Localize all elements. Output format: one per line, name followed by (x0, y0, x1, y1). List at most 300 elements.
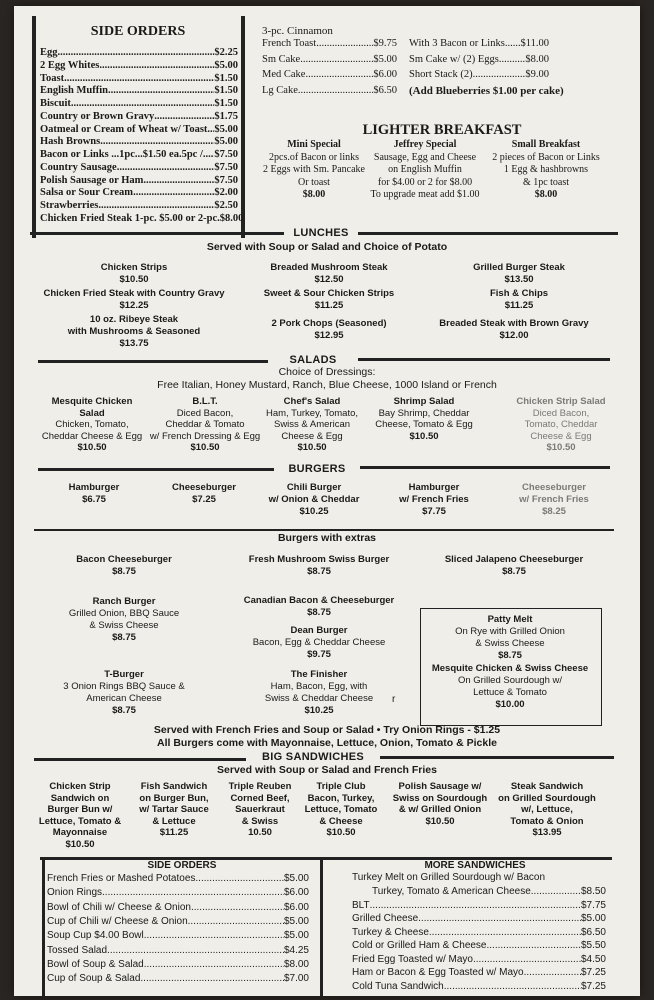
menu-row (47, 887, 309, 899)
menu-row (40, 162, 238, 174)
item-price: $5.00 (283, 915, 309, 927)
special-line: Or toast (298, 176, 330, 188)
salad-line: Cheddar Cheese & Egg (41, 430, 143, 442)
item-price: $11.25 (314, 300, 344, 311)
sandwich-line: Steak Sandwich (510, 781, 584, 792)
salad-line: Cheese, Tomato & Egg (375, 419, 473, 430)
item-name: Chicken Strips (100, 262, 168, 273)
item-price: $8.75 (112, 632, 136, 643)
item-price: $10.50 (326, 827, 356, 838)
big-sandwich-item (126, 781, 222, 839)
item-name: Sm Cake (262, 53, 301, 65)
item-price: $1.75 (214, 110, 238, 122)
leader-dots (154, 111, 214, 123)
bottom-left-border (42, 857, 45, 996)
item-price: $7.75 (422, 506, 446, 517)
sandwich-line: Triple Club (316, 781, 366, 792)
item-name: Cup of Chili w/ Cheese & Onion (47, 915, 188, 927)
item-name: Dean Burger (290, 625, 348, 636)
item-price: $1.50 (214, 98, 238, 109)
leader-dots (144, 930, 284, 942)
item-price: $5.00 (283, 873, 309, 884)
special-line: 1 Egg & hashbrowns (503, 164, 589, 175)
leader-dots (531, 886, 581, 898)
item-price: $8.00 (219, 212, 244, 224)
menu-row (409, 69, 549, 81)
burger-extra-tburger (44, 669, 204, 717)
item-name: Bowl of Chili w/ Cheese & Onion (47, 901, 191, 913)
item-name: BLT (352, 899, 370, 911)
leader-dots (58, 47, 215, 59)
big-sandwich-item (492, 781, 602, 839)
menu-row (40, 187, 238, 199)
item-price: $10.50 (409, 430, 439, 442)
item-price: $6.00 (283, 887, 309, 899)
item-desc: Swiss & Cheddar Cheese (264, 693, 374, 704)
item-price: $6.00 (283, 901, 309, 913)
item-price: $6.50 (580, 926, 606, 938)
special-mini (254, 139, 374, 202)
item-price: $5.00 (373, 53, 397, 65)
lighter-breakfast-title: LIGHTER BREAKFAST (362, 122, 522, 138)
sandwich-line: w/ Tartar Sauce (139, 804, 209, 815)
lunch-item (54, 262, 214, 286)
item-name: T-Burger (104, 669, 144, 680)
item-price: $10.50 (65, 838, 95, 850)
burger-item (374, 482, 494, 518)
salad-line: B.L.T. (192, 396, 218, 407)
menu-row (47, 916, 309, 928)
big-sandwich-item (32, 781, 128, 850)
leader-dots (195, 873, 284, 885)
bottom-divider (320, 857, 323, 996)
item-name: English Muffin (40, 85, 108, 97)
item-price: $12.50 (314, 274, 344, 285)
burger-extra-bacon_cheeseburger (54, 554, 194, 578)
menu-row (262, 38, 397, 50)
item-name: Oatmeal or Cream of Wheat w/ Toast (40, 123, 208, 135)
item-price: $9.00 (525, 69, 549, 80)
leader-dots (473, 69, 526, 81)
item-name: 10 oz. Ribeye Steak (89, 314, 179, 325)
item-price: $7.75 (580, 899, 606, 911)
salad-line: Swiss & American (273, 419, 351, 430)
item-name: Mesquite Chicken & Swiss Cheese (431, 663, 589, 674)
sandwich-line: & Swiss (241, 815, 279, 827)
item-price: $4.50 (580, 953, 606, 965)
item-name-2: with Mushrooms & Seasoned (67, 326, 201, 337)
sandwich-line: Bacon, Turkey, (307, 792, 375, 804)
stray-mark: r (392, 694, 396, 705)
item-price: $7.00 (283, 973, 309, 985)
salad-line: Chicken Strip Salad (516, 396, 606, 407)
item-name: Chicken Fried Steak 1-pc. $5.00 or 2-pc. (40, 212, 220, 224)
item-price: $10.00 (495, 699, 525, 710)
salad-line: Cheese & Egg (281, 430, 343, 442)
item-name: Sliced Jalapeno Cheeseburger (444, 554, 584, 565)
burger-extra-fresh_mushroom (224, 554, 414, 578)
menu-row (40, 200, 238, 212)
leader-dots (203, 149, 215, 161)
sandwich-line: Lettuce, Tomato (304, 804, 378, 815)
item-name: Med Cake (262, 69, 306, 80)
lunch-item (434, 262, 604, 286)
menu-row (352, 927, 606, 939)
item-price: $8.75 (112, 566, 136, 577)
item-name: Bowl of Soup & Salad (47, 958, 144, 970)
special-jeffrey (360, 139, 490, 202)
item-desc: On Grilled Sourdough w/ (457, 675, 563, 686)
big-sandwich-item (218, 781, 302, 839)
burger-line: Cheeseburger (172, 482, 236, 493)
burgers-rule-right (360, 466, 610, 469)
item-price: $11.00 (520, 38, 549, 49)
salad-line: Ham, Turkey, Tomato, (265, 407, 359, 419)
burger-item (44, 482, 144, 506)
salad-line: Chicken, Tomato, (55, 419, 129, 430)
salad-line: Diced Bacon, (176, 407, 234, 419)
side-orders-left-border (32, 16, 36, 238)
item-price: $4.25 (283, 944, 309, 956)
item-price: $5.00 (214, 59, 238, 71)
item-price: $5.00 (214, 123, 238, 135)
item-price: $13.50 (504, 274, 534, 285)
item-price: $13.95 (532, 827, 562, 838)
salad-line: Cheddar & Tomato (165, 419, 245, 430)
special-line: 2 Eggs with Sm. Pancake (263, 164, 365, 175)
item-price: $8.00 (283, 958, 309, 970)
item-name: French Fries or Mashed Potatoes (47, 873, 196, 884)
sandwich-line: Fish Sandwich (140, 781, 208, 792)
item-name: Fresh Mushroom Swiss Burger (248, 554, 390, 565)
item-price: $13.75 (119, 338, 149, 349)
menu-row (40, 98, 238, 110)
big-sandwiches-subtitle: Served with Soup or Salad and French Fries (217, 764, 437, 776)
burgers-extras-rule (34, 529, 614, 531)
burger-line: Hamburger (68, 482, 120, 493)
sandwich-line: Mayonnaise (52, 827, 108, 838)
salad-item (146, 396, 264, 454)
salad-line: Mesquite Chicken (51, 396, 133, 407)
lunch-item (34, 288, 234, 312)
big-sandwich-item (386, 781, 494, 827)
lunch-item (234, 262, 424, 286)
menu-row (372, 886, 606, 898)
menu-row (40, 47, 238, 59)
item-price: $12.00 (499, 330, 529, 341)
item-price: $5.50 (580, 940, 606, 951)
menu-row (262, 85, 397, 97)
sandwich-line: w/, Lettuce, (521, 804, 573, 815)
salad-line: Shrimp Salad (393, 396, 455, 407)
burgers-note-2: All Burgers come with Mayonnaise, Lettuce, Onion, Tomato & Pickle (157, 737, 497, 749)
sandwich-line: Swiss on Sourdough (392, 792, 488, 804)
item-price: $6.75 (82, 494, 106, 505)
menu-row (47, 873, 309, 885)
item-name: Ham or Bacon & Egg Toasted w/ Mayo (352, 967, 524, 978)
item-name: Soup Cup $4.00 Bowl (47, 930, 144, 942)
item-desc: & Swiss Cheese (475, 638, 545, 649)
salads-rule-right (358, 358, 610, 361)
leader-dots (64, 73, 214, 85)
menu-row (40, 85, 238, 97)
dressings-list: Free Italian, Honey Mustard, Ranch, Blue Cheese, 1000 Island or French (157, 379, 497, 391)
burger-line: Chili Burger (286, 482, 342, 493)
special-line: 2pcs.of Bacon or links (269, 151, 359, 163)
item-price: $6.00 (373, 69, 397, 80)
leader-dots (298, 85, 374, 97)
leader-dots (418, 913, 581, 925)
item-price: 10.50 (248, 827, 272, 838)
side-orders-right-border (241, 16, 245, 238)
item-price: $7.50 (214, 161, 238, 173)
item-desc: Lettuce & Tomato (473, 687, 547, 698)
salad-line: w/ French Dressing & Egg (149, 430, 261, 442)
sandwich-line: & Cheese (319, 815, 363, 827)
lunch-item (434, 288, 604, 312)
special-line: Sausage, Egg and Cheese (373, 151, 477, 163)
item-price: $8.75 (307, 607, 331, 618)
leader-dots (102, 887, 284, 899)
item-name: Country Sausage (40, 161, 117, 173)
leader-dots (133, 187, 214, 199)
special-title: Mini Special (287, 139, 341, 150)
special-title: Small Breakfast (511, 139, 581, 150)
item-desc: American Cheese (86, 693, 162, 704)
item-desc: Bacon, Egg & Cheddar Cheese (252, 637, 386, 648)
special-small (480, 139, 612, 202)
menu-row (40, 175, 238, 187)
item-name: Grilled Burger Steak (473, 262, 565, 273)
burger-line: w/ French Fries (399, 494, 469, 505)
item-name: Biscuit (40, 98, 71, 109)
item-desc: Grilled Onion, BBQ Sauce (68, 608, 180, 619)
salad-line: Tomato, Cheddar (524, 419, 598, 430)
leader-dots (71, 98, 214, 110)
burger-item (154, 482, 254, 506)
salad-item (36, 396, 148, 454)
salad-line: Chef's Salad (283, 396, 341, 407)
item-price: $9.75 (307, 649, 331, 660)
leader-dots (140, 973, 284, 985)
sandwich-line: & w/ Grilled Onion (398, 804, 482, 815)
burger-extra-dean (224, 625, 414, 661)
item-name: Egg (40, 47, 58, 58)
menu-row (47, 945, 309, 957)
special-line: on English Muffin (388, 164, 462, 175)
leader-dots (191, 902, 284, 914)
item-name: Grilled Cheese (352, 913, 419, 924)
side-orders-bottom-title: SIDE ORDERS (147, 860, 217, 871)
leader-dots (100, 136, 214, 148)
item-price: $7.50 (214, 149, 238, 160)
item-name: Patty Melt (487, 614, 533, 625)
lunches-rule-right (358, 232, 618, 235)
item-name: 2 Egg Whites (40, 59, 100, 71)
burger-extra-patty_melt (422, 614, 598, 662)
item-name: Turkey, Tomato & American Cheese (372, 886, 531, 897)
menu-row (409, 38, 549, 50)
leader-dots (524, 967, 581, 979)
burger-extra-jalapeno (424, 554, 604, 578)
item-name: French Toast (262, 38, 317, 49)
salad-line: Cheese & Egg (530, 430, 592, 442)
item-name: The Finisher (290, 669, 348, 680)
leader-dots (300, 54, 373, 66)
menu-row (352, 967, 606, 979)
item-name: Polish Sausage or Ham (40, 174, 144, 186)
lunch-item (54, 314, 214, 350)
item-price: $6.50 (373, 84, 397, 96)
sandwich-line: Sandwich on (50, 792, 110, 804)
sandwich-line: Chicken Strip (49, 781, 111, 792)
item-price: $11.25 (504, 300, 534, 311)
sandwich-line: Lettuce, Tomato & (38, 815, 122, 827)
item-price: $2.25 (214, 47, 238, 58)
burgers-extras-title: Burgers with extras (277, 532, 377, 544)
item-price: $5.00 (214, 136, 238, 148)
leader-dots (305, 69, 373, 81)
item-name: 2 Pork Chops (Seasoned) (271, 318, 387, 329)
item-desc: Ham, Bacon, Egg, with (270, 681, 368, 692)
lunches-subtitle: Served with Soup or Salad and Choice of Potato (206, 241, 448, 253)
item-price: $7.25 (580, 980, 606, 992)
item-price: $8.75 (498, 650, 522, 661)
sandwich-line: Polish Sausage w/ (398, 781, 482, 792)
special-line: To upgrade meat add $1.00 (370, 189, 480, 200)
leader-dots (429, 927, 581, 939)
item-price: $10.50 (119, 274, 149, 285)
leader-dots (316, 38, 373, 50)
leader-dots (487, 940, 581, 952)
burger-item (254, 482, 374, 518)
salad-line: Bay Shrimp, Cheddar (378, 407, 470, 419)
burgers-title: BURGERS (288, 463, 346, 475)
side-orders-title: SIDE ORDERS (90, 24, 186, 39)
item-price: $12.95 (314, 330, 344, 341)
item-price: $1.50 (214, 85, 238, 97)
item-name: Fish & Chips (489, 288, 549, 299)
menu-page (14, 6, 640, 996)
special-line: 2 pieces of Bacon or Links (492, 151, 600, 163)
menu-row (47, 973, 309, 985)
sandwich-line: Sauerkraut (235, 804, 285, 815)
item-price: $7.25 (192, 494, 216, 505)
item-price: $10.25 (304, 705, 334, 716)
item-name: Breaded Steak with Brown Gravy (439, 318, 589, 329)
burger-extra-canadian (224, 595, 414, 619)
item-price: $10.50 (425, 815, 455, 827)
burger-item (494, 482, 614, 518)
item-desc: On Rye with Grilled Onion (455, 626, 565, 637)
menu-row (40, 136, 238, 148)
blueberries-note: (Add Blueberries $1.00 per cake) (409, 85, 564, 97)
special-line: $8.00 (534, 189, 558, 200)
item-name: Lg Cake (262, 84, 298, 96)
menu-row (47, 959, 309, 971)
lunches-title: LUNCHES (293, 227, 349, 239)
lunch-item (234, 318, 424, 342)
cinnamon-label: 3-pc. Cinnamon (262, 25, 333, 37)
burger-line: w/ French Fries (519, 494, 589, 505)
salad-item (364, 396, 484, 442)
leader-dots (108, 85, 214, 97)
sandwich-line: & Lettuce (152, 815, 196, 827)
special-line: for $4.00 or 2 for $8.00 (377, 176, 473, 188)
big-sandwiches-rule-right (380, 756, 614, 759)
special-title: Jeffrey Special (393, 139, 457, 150)
burger-line: Cheeseburger (522, 482, 586, 493)
menu-row (40, 212, 244, 225)
item-price: $11.25 (159, 827, 189, 838)
item-name: Short Stack (2) (409, 69, 473, 80)
sandwich-line: Triple Reuben (228, 781, 292, 792)
menu-row (40, 149, 238, 161)
sandwich-line: on Grilled Sourdough (498, 792, 596, 804)
leader-dots (444, 981, 581, 993)
leader-dots (98, 200, 214, 212)
item-price: $10.50 (297, 442, 327, 453)
item-name: Cup of Soup & Salad (47, 973, 141, 985)
item-price: $2.50 (214, 200, 238, 211)
item-name: Country or Brown Gravy (40, 110, 155, 122)
lunch-item (414, 318, 614, 342)
lunch-item (234, 288, 424, 312)
item-name: Sm Cake w/ (2) Eggs (409, 53, 499, 65)
item-price: $10.25 (299, 506, 329, 517)
item-name: Turkey & Cheese (352, 926, 429, 938)
burger-line: w/ Onion & Cheddar (268, 494, 360, 505)
item-price: $8.25 (542, 506, 566, 517)
leader-dots (370, 900, 581, 912)
item-price: $10.50 (77, 442, 107, 453)
item-price: $2.00 (214, 187, 238, 199)
item-name: Canadian Bacon & Cheeseburger (243, 595, 395, 606)
menu-row (47, 930, 309, 942)
menu-row (352, 900, 606, 912)
menu-row (262, 54, 397, 66)
big-sandwich-item (296, 781, 386, 839)
item-price: $7.25 (580, 967, 606, 978)
menu-row (40, 73, 238, 85)
special-line: $8.00 (302, 189, 326, 200)
more-sandwiches-intro: Turkey Melt on Grilled Sourdough w/ Bacon (352, 872, 546, 883)
item-name: Sweet & Sour Chicken Strips (263, 288, 395, 299)
special-line: & 1pc toast (522, 176, 570, 188)
item-name: Breaded Mushroom Steak (270, 262, 388, 273)
item-desc: & Swiss Cheese (89, 620, 159, 631)
item-name: Salsa or Sour Cream (40, 187, 134, 199)
leader-dots (473, 954, 581, 966)
item-name: Ranch Burger (92, 596, 156, 607)
menu-row (47, 902, 309, 914)
menu-row (352, 954, 606, 966)
sandwich-line: on Burger Bun, (139, 792, 209, 804)
item-price: $5.00 (283, 930, 309, 942)
burger-line: Hamburger (408, 482, 460, 493)
leader-dots (99, 60, 214, 72)
sandwich-line: Burger Bun w/ (47, 804, 113, 815)
item-price: $8.00 (525, 53, 549, 65)
leader-dots (107, 945, 284, 957)
more-sandwiches-title: MORE SANDWICHES (424, 860, 526, 871)
leader-dots (499, 54, 526, 66)
item-price: $8.75 (502, 566, 526, 577)
item-name: Bacon Cheeseburger (76, 554, 172, 565)
leader-dots (188, 916, 284, 928)
salad-item (258, 396, 366, 454)
item-price: $10.50 (546, 442, 576, 453)
